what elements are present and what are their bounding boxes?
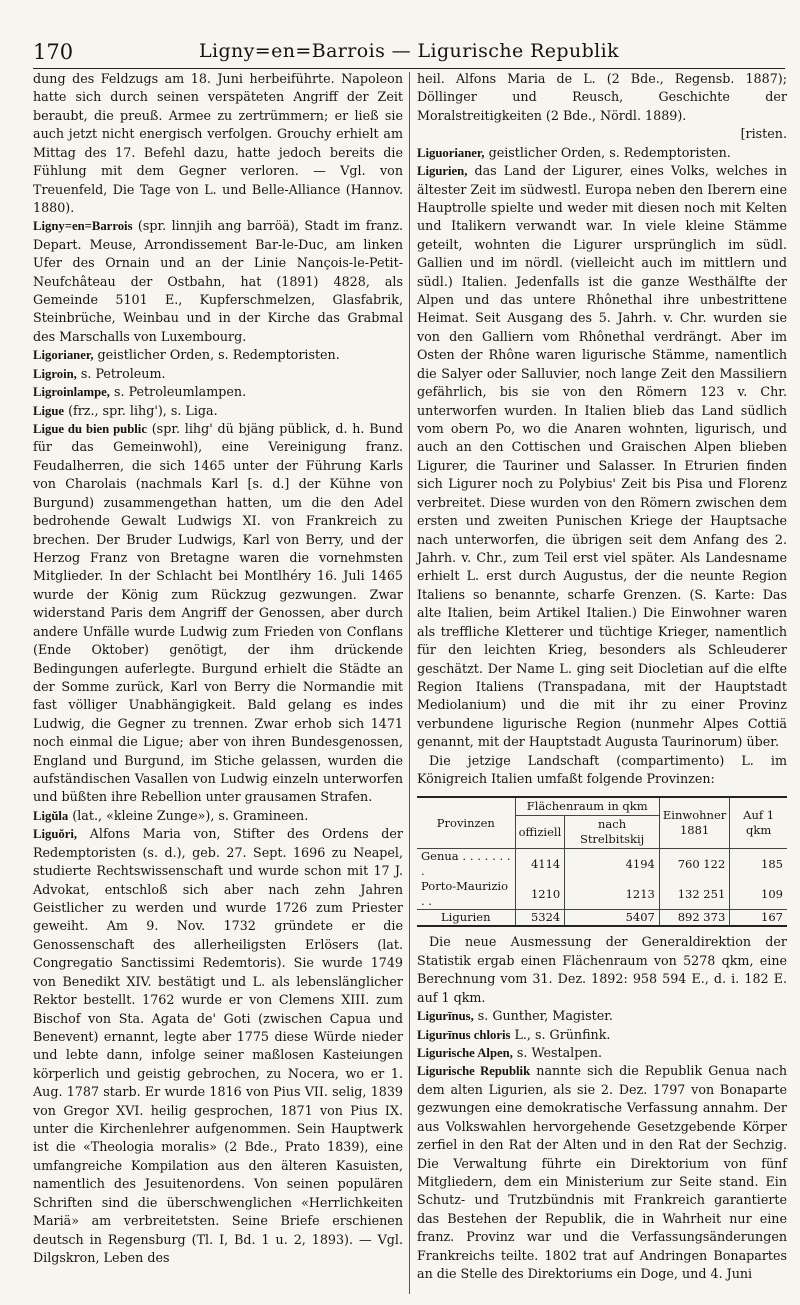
entry-headword: Ligurische Alpen, <box>417 1045 513 1060</box>
entry-headword: Ligŭla <box>33 808 69 823</box>
entry-headword: Ligue <box>33 403 65 418</box>
provinces-table <box>417 796 787 927</box>
entry: Ligue (frz., spr. lihg'), s. Liga. <box>33 402 218 418</box>
running-title: Ligny=en=Barrois — Ligurische Republik <box>198 40 620 62</box>
table-header-provinzen: Provinzen <box>417 797 515 849</box>
entry: Ligurische Republik nannte sich die Republik Genua nach dem alten Ligurien, als sie 2. Dez. 1797 von Bonaparte gezwungen eine demokratische Verfassung annahm. Der aus Volkswahlen hervorgehende Gesetzgebende Körper zerfiel in den Rat der Alten und in den Rat der Sechzig. Die Verwaltung führte ein Direktorium von fünf Mitgliedern, dem ein Ministerium zur Seite stand. Ein Schutz- und Trutzbündnis mit Frankreich garantierte das Bestehen der Republik, die in Wahrheit nur eine franz. Provinz war und die Verfassungsänderungen Frankreichs teilte. 1802 trat auf Andringen Bonapartes an die Stelle des Direktoriums ein Doge, und 4. Juni <box>417 1063 787 1282</box>
page-number: 170 <box>33 40 74 64</box>
paragraph: Die jetzige Landschaft (compartimento) L. im Königreich Italien umfaßt folgende Provinzen: <box>417 752 787 787</box>
entry: Liguŏri, Alfons Maria von, Stifter des Ordens der Redemptoristen (s. d.), geb. 27. Sept. 1696 zu Neapel, studierte Rechtswissenschaft und wurde schon mit 17 J. Advokat, entschloß sich aber nach zehn Jahren Geistlicher zu werden und wurde 1726 zum Priester geweiht. Am 9. Nov. 1732 gründete er die Genossenschaft des allerheiligsten Erlösers (lat. Congregatio Sanctissimi Redemtoris). Sie wurde 1749 von Benedikt XIV. bestätigt und L. als lebenslänglicher Rektor bestellt. 1762 wurde er von Clemens XIII. zum Bischof von Sta. Agata de' Goti (zwischen Capua und Benevent) ernannt, legte aber 1775 diese Würde nieder und lebte dann, infolge seiner maßlosen Kasteiungen körperlich und geistig gebrochen, zu Nocera, wo er 1. Aug. 1787 starb. Er wurde 1816 von Pius VII. selig, 1839 von Gregor XVI. heilig gesprochen, 1871 von Pius IX. unter die Kirchenlehrer aufgenommen. Sein Hauptwerk ist die «Theologia moralis» (2 Bde., Prato 1839), eine umfangreiche Kompilation aus den älteren Kasuisten, namentlich des Jesuitenordens. Von seinen populären Schriften sind die überschwenglichen «Herrlichkeiten Mariä» am verbreitetsten. Seine Briefe erschienen deutsch in Regensburg (Tl. I, Bd. 1 u. 2, 1893). — Vgl. Dilgskron, Leben des <box>33 826 403 1265</box>
table-header-strelbitskij: nach Strelbitskij <box>565 816 660 849</box>
entry: Ligurīnus chloris L., s. Grünfink. <box>417 1026 611 1042</box>
table-row: Porto-Maurizio . . 1210 1213 132 251 109 <box>417 879 787 910</box>
entry-continuation: heil. Alfons Maria de L. (2 Bde., Regensb. 1887); Döllinger und Reusch, Geschichte der Moralstreitigkeiten (2 Bde., Nördl. 1889). [risten. <box>417 70 787 144</box>
entry: Ligurische Alpen, s. Westalpen. <box>417 1044 603 1060</box>
entry-headword: Ligroinlampe, <box>33 385 110 400</box>
entry-headword: Ligurīnus chloris <box>417 1027 511 1042</box>
table-header-offiziell: offiziell <box>515 816 565 849</box>
entry-headword: Ligny=en=Barrois <box>33 219 133 234</box>
table-total-row: Ligurien 5324 5407 892 373 167 <box>417 910 787 927</box>
entry: Ligroinlampe, s. Petroleumlampen. <box>33 384 247 400</box>
table-row: Genua . . . . . . . . 4114 4194 760 122 185 <box>417 849 787 880</box>
entry-headword: Liguŏri, <box>33 827 78 842</box>
entry: Ligurien, das Land der Ligurer, eines Volks, welches in ältester Zeit im südwestl. Europa neben den Iberern eine Hauptrolle spielte und weder mit diesen noch mit Kelten und Italikern verwandt war. In viele kleine Stämme geteilt, wohnten die Ligurer ursprünglich im südl. Gallien und im nördl. (vielleicht auch im mittlern und südl.) Italien. Jedenfalls ist die ganze Westhälfte der Alpen und das untere Rhônethal ihre unbestrittene Heimat. Seit Ausgang des 5. Jahrh. v. Chr. wurden sie von den Galliern vom Rhônethal verdrängt. Aber im Osten der Rhône waren ligurische Stämme, namentlich die Salyer oder Salluvier, noch lange Zeit den Massiliern gefährlich, bis sie von den Römern 123 v. Chr. unterworfen wurden. In Italien blieb das Land südlich vom obern Po, wo die Anaren wohnten, ligurisch, und auch an den Cottischen und Graischen Alpen blieben Ligurer, die Tauriner und Salasser. In Etrurien finden sich Ligurer noch zu Polybius' Zeit bis Pisa und Florenz verbreitet. Diese wurden von den Römern zwischen dem ersten und zweiten Punischen Kriege der Hauptsache nach unterworfen, die übrigen seit dem Anfang des 2. Jahrh. v. Chr., zum Teil erst viel später. Als Landesname erhielt L. erst durch Augustus, der die neunte Region Italiens so benannte, scharfe Grenzen. (S. Karte: Das alte Italien, beim Artikel Italien.) Die Einwohner waren als treffliche Kletterer und tüchtige Krieger, namentlich für den leichten Krieg, besonders als Schleuderer geschätzt. Der Name L. ging seit Diocletian auf die elfte Region Italiens (Transpadana, mit der Hauptstadt Mediolanium) und die mit ihr zu einer Provinz verbundene ligurische Region (nunmehr Alpes Cottiä genannt, mit der Hauptstadt Augusta Taurinorum) über. <box>417 163 787 750</box>
entry-headword: Ligurien, <box>417 164 468 179</box>
entry: Ligroin, s. Petroleum. <box>33 365 166 381</box>
entry: Ligŭla (lat., «kleine Zunge»), s. Gramineen. <box>33 807 309 823</box>
left-column <box>33 70 403 1267</box>
table-header-einwohner: Einwohner 1881 <box>659 797 729 849</box>
entry: Ligue du bien public (spr. lihg' dü bjäng püblick, d. h. Bund für das Gemeinwohl), eine Vereinigung franz. Feudalherren, die sich 1465 unter der Führung Karls von Charolais (nachmals Karl [s. d.] der Kühne von Burgund) zusammengethan hatten, um die den Adel bedrohende Gewalt Ludwigs XI. von Frankreich zu brechen. Der Bruder Ludwigs, Karl von Berry, und der Herzog Franz von Bretagne waren die vornehmsten Mitglieder. In der Schlacht bei Montlhéry 16. Juli 1465 wurde der König zum Rückzug gezwungen. Zwar widerstand Paris dem Angriff der Genossen, aber durch andere Unfälle wurde Ludwig zum Frieden von Conflans (Ende Oktober) genötigt, der ihm drückende Bedingungen auferlegte. Burgund erhielt die Städte an der Somme zurück, Karl von Berry die Normandie mit fast völliger Unabhängigkeit. Bald gelang es indes Ludwig, die Gegner zu trennen. Zwar erhob sich 1471 noch einmal die Ligue; aber von ihren Bundesgenossen, England und Burgund, im Stiche gelassen, wurden die aufständischen Vasallen von Ludwig einzeln unterworfen und büßten ihre Rebellion unter grausamen Strafen. <box>33 421 403 805</box>
entry-headword: Ligurische Republik <box>417 1064 531 1079</box>
overflow-note: [risten. <box>740 126 787 142</box>
entry-headword: Liguorianer, <box>417 145 485 160</box>
entry-headword: Ligorianer, <box>33 348 94 363</box>
entry-continuation: dung des Feldzugs am 18. Juni herbeiführte. Napoleon hatte sich durch seinen verspäteten Angriff der Zeit beraubt, die preuß. Armee zu zertrümmern; er ließ sie auch jetzt nicht energisch verfolgen. Grouchy erhielt am Mittag des 17. Befehl dazu, hatte jedoch bereits die Fühlung mit dem Gegner verloren. — Vgl. von Treuenfeld, Die Tage von L. und Belle-Alliance (Hannov. 1880). <box>33 71 403 215</box>
column-divider <box>409 72 410 1294</box>
table-header-flaeche: Flächenraum in qkm <box>515 797 659 816</box>
entry-headword: Ligroin, <box>33 366 77 381</box>
entry-headword: Ligurīnus, <box>417 1009 474 1024</box>
paragraph: Die neue Ausmessung der Generaldirektion der Statistik ergab einen Flächenraum von 5278 qkm, eine Berechnung vom 31. Dez. 1892: 958 594 E., d. i. 182 E. auf 1 qkm. <box>417 934 787 1005</box>
entry: Ligorianer, geistlicher Orden, s. Redemptoristen. <box>33 347 340 363</box>
entry: Ligurīnus, s. Gunther, Magister. <box>417 1008 613 1024</box>
table-header-auf: Auf 1 qkm <box>730 797 787 849</box>
right-column <box>417 70 787 1283</box>
entry-headword: Ligue du bien public <box>33 422 147 437</box>
running-header <box>33 34 785 69</box>
entry: Ligny=en=Barrois (spr. linnjih ang barröä), Stadt im franz. Depart. Meuse, Arrondissement Bar-le-Duc, am linken Ufer des Ornain und an der Linie Nançois-le-Petit-Neufchâteau der Ostbahn, hat (1891) 4828, als Gemeinde 5101 E., Kupferschmelzen, Glasfabrik, Steinbrüche, Weinbau und in der Kirche das Grabmal des Marschalls von Luxembourg. <box>33 218 403 344</box>
entry: Liguorianer, geistlicher Orden, s. Redemptoristen. <box>417 144 731 160</box>
